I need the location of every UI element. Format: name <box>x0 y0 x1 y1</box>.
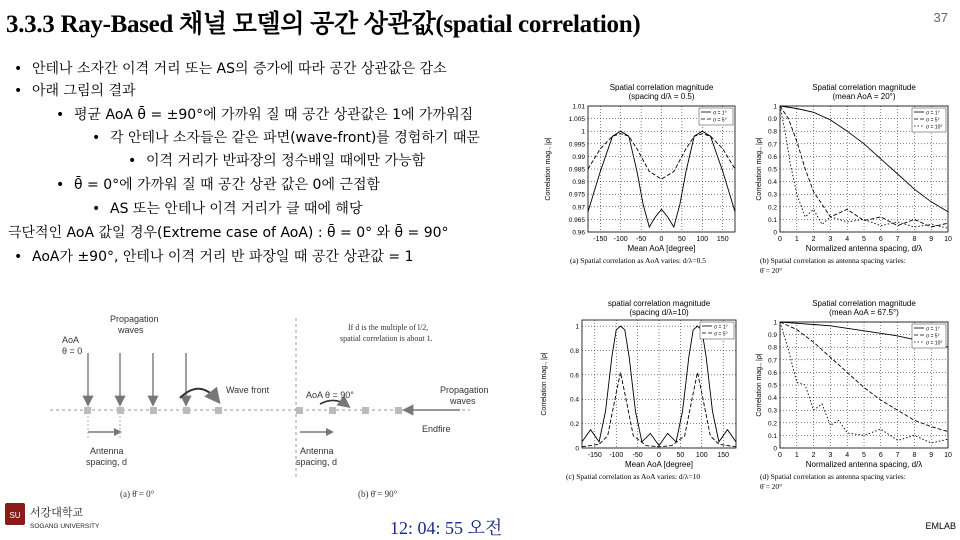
bullet-item <box>128 152 425 170</box>
svg-text:waves: waves <box>118 325 144 335</box>
bullet-symbol: • <box>56 177 65 193</box>
legend-label: σ = 10° <box>926 340 943 347</box>
chart-title: spatial correlation magnitude <box>607 299 711 308</box>
legend-label: σ = 10° <box>926 124 943 131</box>
bullet-symbol: • <box>56 107 65 123</box>
chart-subtitle: (mean AoA = 20°) <box>832 92 896 101</box>
endfire-label: Endfire <box>422 424 451 434</box>
y-tick-label: 0.965 <box>568 216 585 224</box>
diagram-caption-b: (b) θ̄ = 90° <box>358 489 398 499</box>
y-tick-label: 0.99 <box>572 153 585 161</box>
y-tick-label: 0.8 <box>767 344 777 352</box>
bullet-symbol: • <box>14 61 23 77</box>
university-logo <box>4 500 108 534</box>
bullet-item <box>56 106 473 124</box>
x-tick-label: 9 <box>929 236 934 243</box>
y-tick-label: 1 <box>773 103 777 111</box>
lab-mark: EMLAB <box>925 521 956 531</box>
x-tick-label: 1 <box>794 236 799 243</box>
svg-text:spacing, d: spacing, d <box>86 457 128 467</box>
x-tick-label: 100 <box>696 236 709 243</box>
x-tick-label: 7 <box>895 452 900 459</box>
aoa-90-label: AoA θ = 90° <box>306 390 354 400</box>
y-tick-label: 1.005 <box>568 116 585 124</box>
x-tick-label: 8 <box>912 452 917 459</box>
chart-legend <box>912 324 946 348</box>
x-tick-label: 0 <box>778 236 782 243</box>
y-tick-label: 0 <box>773 445 777 453</box>
y-tick-label: 0.9 <box>767 116 777 124</box>
bullet-text: 각 안테나 소자들은 같은 파면(wave-front)를 경험하기 때문 <box>110 130 480 146</box>
bullet-item <box>14 82 136 100</box>
university-name-kr: 서강대학교 <box>30 507 84 519</box>
x-tick-label: 0 <box>778 452 782 459</box>
aoa-label: AoA <box>62 335 80 345</box>
chart-legend <box>912 108 946 132</box>
x-tick-label: 5 <box>862 236 866 243</box>
chart-caption-2: θ̄ = 20° <box>760 266 783 275</box>
x-tick-label: 50 <box>676 452 685 459</box>
bullet-symbol: • <box>92 201 101 217</box>
chart-title: Spatial correlation magnitude <box>812 83 916 92</box>
bullet-symbol: • <box>14 249 23 265</box>
y-tick-label: 0.97 <box>572 204 585 212</box>
chart-title: Spatial correlation magnitude <box>609 83 714 92</box>
diagram-left <box>50 314 270 499</box>
y-tick-label: 0.9 <box>767 332 777 340</box>
spacing-label-right: Antenna <box>300 446 334 456</box>
x-tick-label: 7 <box>895 236 900 243</box>
y-tick-label: 0.3 <box>767 191 777 199</box>
bullet-text: θ̄ = 0°에 가까워 질 때 공간 상관 값은 0에 근접함 <box>74 177 380 193</box>
x-tick-label: 5 <box>862 452 866 459</box>
y-tick-label: 0.4 <box>569 396 579 404</box>
y-tick-label: 0.4 <box>767 179 777 187</box>
y-axis-label: Correlation mag., |ρ| <box>756 353 763 417</box>
x-tick-label: 4 <box>845 452 850 459</box>
x-axis-label: Normalized antenna spacing, d/λ <box>805 460 923 469</box>
bullet-item <box>8 224 449 242</box>
y-axis-label: Correlation mag., |ρ| <box>541 352 548 416</box>
x-tick-label: -50 <box>636 236 647 243</box>
chart-4 <box>752 298 958 498</box>
x-tick-label: -150 <box>587 452 602 459</box>
legend-label: σ = 5° <box>926 117 940 124</box>
y-tick-label: 0.98 <box>572 179 585 187</box>
y-tick-label: 0.2 <box>569 421 579 429</box>
legend-label: σ = 5° <box>714 331 728 338</box>
bullet-text: AoA가 ±90°, 안테나 이격 거리 반 파장일 때 공간 상관값 = 1 <box>32 249 414 265</box>
x-axis-label: Normalized antenna spacing, d/λ <box>805 244 923 253</box>
bullet-text: 안테나 소자간 이격 거리 또는 AS의 증가에 따라 공간 상관값은 감소 <box>32 61 447 77</box>
svg-text:SU: SU <box>9 511 21 520</box>
bullet-symbol: • <box>128 153 137 169</box>
x-tick-label: -50 <box>632 452 643 459</box>
chart-3 <box>536 298 750 498</box>
x-tick-label: -150 <box>593 236 608 243</box>
y-tick-label: 1 <box>773 319 777 327</box>
x-tick-label: 0 <box>659 236 664 243</box>
y-tick-label: 0 <box>773 229 777 237</box>
x-tick-label: 6 <box>878 236 883 243</box>
page-title: 3.3.3 Ray-Based 채널 모델의 공간 상관값(spatial correlation) <box>6 11 641 38</box>
chart-caption: (d) Spatial correlation as antenna spacing varies: <box>760 472 906 481</box>
bullet-item <box>14 60 447 78</box>
x-tick-label: 10 <box>944 236 952 243</box>
bullet-symbol: • <box>14 83 23 99</box>
svg-text:spacing, d: spacing, d <box>296 457 338 467</box>
incident-arrows <box>88 353 186 404</box>
x-tick-label: 100 <box>695 452 708 459</box>
wavefront-label: Wave front <box>226 385 270 395</box>
bullet-item <box>92 129 480 147</box>
legend-label: σ = 5° <box>713 117 727 124</box>
chart-subtitle: (spacing d/λ=10) <box>629 308 689 317</box>
y-tick-label: 0.1 <box>767 432 777 440</box>
bullet-symbol: • <box>92 130 101 146</box>
x-tick-label: -100 <box>609 452 624 459</box>
chart-caption-2: θ̄ = 20° <box>760 482 783 491</box>
y-tick-label: 0.995 <box>568 141 585 149</box>
y-tick-label: 0.7 <box>767 141 777 149</box>
x-tick-label: 0 <box>657 452 661 459</box>
legend-label: σ = 1° <box>714 324 728 331</box>
chart-caption: (b) Spatial correlation as antenna spacing varies: <box>760 256 906 265</box>
legend-label: σ = 5° <box>926 333 940 340</box>
x-axis-label: Mean AoA [degree] <box>627 244 696 253</box>
chart-legend <box>700 322 734 339</box>
x-tick-label: 150 <box>717 452 730 459</box>
svg-text:spatial correlation is about 1: spatial correlation is about 1. <box>340 334 433 343</box>
spacing-label: Antenna <box>90 446 124 456</box>
y-tick-label: 0 <box>575 445 579 453</box>
slide-number: 37 <box>933 10 948 25</box>
y-axis-label: Correlation mag., |ρ| <box>756 137 763 201</box>
chart-1 <box>540 82 750 282</box>
y-tick-label: 0.2 <box>767 204 777 212</box>
svg-text:waves: waves <box>450 396 476 406</box>
bullet-item <box>14 248 414 266</box>
x-tick-label: 3 <box>828 452 833 459</box>
legend-label: σ = 1° <box>713 110 727 117</box>
chart-subtitle: (spacing d/λ = 0.5) <box>628 92 695 101</box>
x-tick-label: 10 <box>944 452 952 459</box>
chart-caption: (a) Spatial correlation as AoA varies: d/λ=0.5 <box>570 256 706 265</box>
legend-label: σ = 1° <box>926 326 940 333</box>
chart-subtitle: (mean AoA = 67.5°) <box>829 308 899 317</box>
bullet-text: 극단적인 AoA 값일 경우(Extreme case of AoA) : θ̄ = 0° 와 θ̄ = 90° <box>8 225 449 241</box>
note-text: If d is the multiple of l/2, <box>348 323 429 332</box>
x-tick-label: 1 <box>794 452 799 459</box>
waves-label-right: Propagation <box>440 385 489 395</box>
bullet-text: 이격 거리가 반파장의 정수배일 때에만 가능함 <box>146 153 426 169</box>
y-tick-label: 1 <box>581 128 585 136</box>
waves-label: Propagation <box>110 314 159 324</box>
chart-caption: (c) Spatial correlation as AoA varies: d/λ=10 <box>566 472 701 481</box>
y-tick-label: 0.4 <box>767 395 777 403</box>
y-tick-label: 0.5 <box>767 382 777 390</box>
y-tick-label: 0.2 <box>767 420 777 428</box>
y-tick-label: 1 <box>575 323 579 331</box>
university-name-en: SOGANG UNIVERSITY <box>30 523 100 530</box>
x-axis-label: Mean AoA [degree] <box>624 460 694 469</box>
x-tick-label: 50 <box>678 236 686 243</box>
chart-legend <box>699 108 733 125</box>
y-tick-label: 0.3 <box>767 407 777 415</box>
x-tick-label: 2 <box>811 452 816 459</box>
bullet-item <box>92 200 362 218</box>
x-tick-label: 8 <box>912 236 917 243</box>
chart-2 <box>752 82 958 292</box>
antenna-diagram <box>30 298 540 508</box>
y-axis-label: Correlation mag., |ρ| <box>545 137 552 201</box>
y-tick-label: 0.5 <box>767 166 777 174</box>
y-tick-label: 0.6 <box>569 372 579 380</box>
y-tick-label: 0.6 <box>767 153 777 161</box>
y-tick-label: 0.985 <box>568 166 585 174</box>
legend-label: σ = 1° <box>926 110 940 117</box>
y-tick-label: 0.7 <box>767 357 777 365</box>
bullet-item <box>56 176 380 194</box>
x-tick-label: 2 <box>811 236 816 243</box>
y-tick-label: 0.8 <box>569 347 579 355</box>
x-tick-label: 3 <box>828 236 833 243</box>
x-tick-label: 9 <box>929 452 934 459</box>
theta-label: θ = 0 <box>62 346 83 356</box>
diagram-caption-a: (a) θ̄ = 0° <box>120 489 155 499</box>
diagram-right <box>270 318 489 499</box>
y-tick-label: 0.1 <box>767 216 777 224</box>
clock-text: 12: 04: 55 오전 <box>390 518 503 538</box>
x-tick-label: 4 <box>845 236 850 243</box>
y-tick-label: 0.6 <box>767 369 777 377</box>
bullet-text: AS 또는 안테나 이격 거리가 클 때에 해당 <box>110 201 363 217</box>
y-tick-label: 0.96 <box>572 229 585 237</box>
chart-title: Spatial correlation magnitude <box>812 299 916 308</box>
bullet-text: 평균 AoA θ̄ = ±90°에 가까워 질 때 공간 상관값은 1에 가까워짐 <box>74 107 474 123</box>
x-tick-label: -100 <box>613 236 628 243</box>
y-tick-label: 1.01 <box>572 103 585 111</box>
x-tick-label: 150 <box>716 236 729 243</box>
x-tick-label: 6 <box>878 452 883 459</box>
y-tick-label: 0.975 <box>568 191 585 199</box>
y-tick-label: 0.8 <box>767 128 777 136</box>
bullet-text: 아래 그림의 결과 <box>32 83 136 99</box>
